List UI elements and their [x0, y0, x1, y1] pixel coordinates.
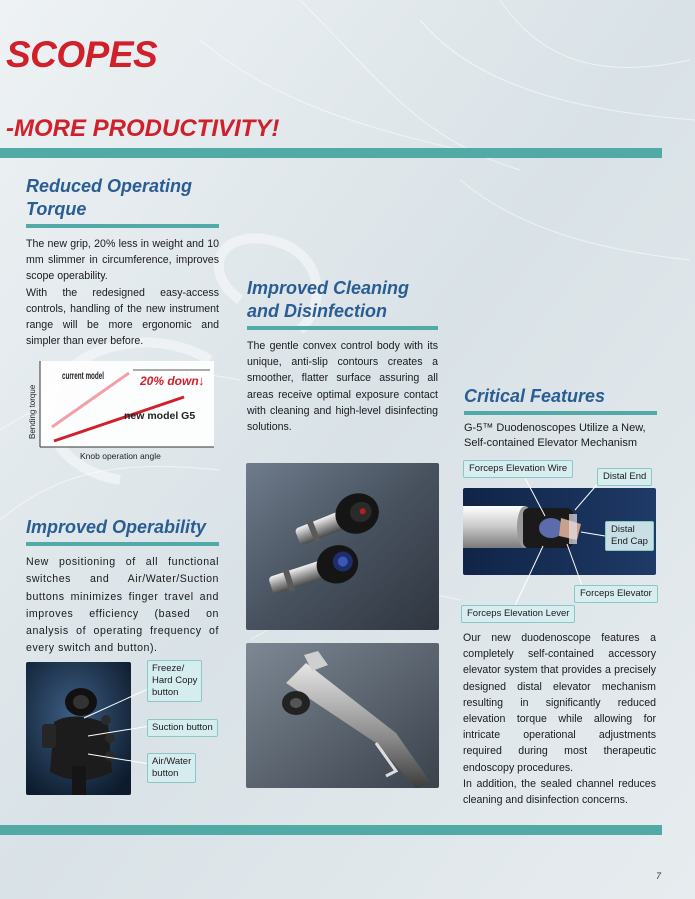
label-cap-line1: Distal	[611, 524, 635, 535]
label-forceps-elevation-lever: Forceps Elevation Lever	[461, 605, 575, 623]
page-title: SCOPES	[6, 34, 158, 75]
critical-paragraph-2: In addition, the sealed channel reduces cleaning and disinfection concerns.	[463, 777, 656, 807]
label-suction-button: Suction button	[147, 719, 218, 737]
chart-annotation-arrow: ↓	[198, 373, 205, 388]
label-cap-line2: End Cap	[611, 536, 648, 547]
label-freeze-button	[147, 660, 202, 702]
label-freeze-line3: button	[152, 687, 179, 698]
cleaning-heading	[247, 277, 438, 323]
header-divider	[0, 148, 662, 158]
cleaning-heading-line2: and Disinfection	[247, 301, 388, 321]
critical-paragraph-1: Our new duodenoscope features a completely self-contained accessory elevator system that provides a precisely designed distal elevator mechanism resulting in significantly reduced elevation torque while allowing for intricate operational adjustments required during most therapeutic endoscopy procedures.	[463, 632, 656, 774]
operability-callout-lines	[80, 660, 152, 780]
label-freeze-line1: Freeze/	[152, 663, 185, 674]
scope-body-photo	[246, 643, 439, 788]
label-forceps-elevator: Forceps Elevator	[574, 585, 658, 603]
critical-rule	[464, 411, 657, 415]
torque-chart	[24, 357, 220, 462]
chart-annotation: 20% down	[140, 374, 199, 388]
chart-x-label: Knob operation angle	[80, 451, 161, 461]
torque-section	[26, 175, 219, 349]
chart-y-label: Bending torque	[28, 384, 37, 439]
operability-paragraph: New positioning of all functional switches and Air/Water/Suction buttons minimizes finger travel and improves efficiency (based on analysis of operating frequency of every switch and button).	[26, 556, 219, 655]
label-forceps-elevation-wire: Forceps Elevation Wire	[463, 460, 573, 478]
torque-heading-line2: Torque	[26, 199, 87, 219]
label-airwater-line1: Air/Water	[152, 756, 192, 767]
operability-section	[26, 516, 219, 658]
torque-rule	[26, 224, 219, 228]
page-subtitle: -MORE PRODUCTIVITY!	[6, 115, 280, 142]
cleaning-heading-line1: Improved Cleaning	[247, 278, 410, 298]
footer-divider	[0, 825, 662, 835]
critical-heading: Critical Features	[464, 386, 606, 406]
critical-subheading: G-5™ Duodenoscopes Utilize a New, Self-contained Elevator Mechanism	[464, 422, 646, 449]
label-distal-end: Distal End	[597, 468, 652, 486]
label-freeze-line2: Hard Copy	[152, 675, 198, 686]
cleaning-paragraph: The gentle convex control body with its unique, anti-slip contours creates a smoother, flatter surface assuring all areas receive optimal exposure contact with cleaning and high-level disinfecting solutions.	[247, 340, 438, 434]
operability-rule	[26, 542, 219, 546]
label-distal-end-cap	[605, 521, 654, 551]
cleaning-section	[247, 277, 438, 435]
critical-section	[464, 385, 657, 451]
operability-heading: Improved Operability	[26, 517, 207, 537]
series-label-current-1: current model	[62, 370, 105, 382]
label-airwater-line2: button	[152, 768, 179, 779]
torque-paragraph-1: The new grip, 20% less in weight and 10 mm slimmer in circumference, improves scope operability.	[26, 238, 219, 283]
page-number: 7	[655, 871, 661, 881]
series-label-new: new model G5	[124, 410, 196, 422]
critical-body	[463, 630, 656, 808]
torque-heading-line1: Reduced Operating	[26, 176, 193, 196]
torque-paragraph-2: With the redesigned easy-access controls, handling of the new instrument range will be more ergonomic and simpler than ever before.	[26, 286, 219, 348]
label-airwater-button	[147, 753, 196, 783]
valves-photo	[246, 463, 439, 630]
cleaning-rule	[247, 326, 438, 330]
torque-heading	[26, 175, 219, 221]
